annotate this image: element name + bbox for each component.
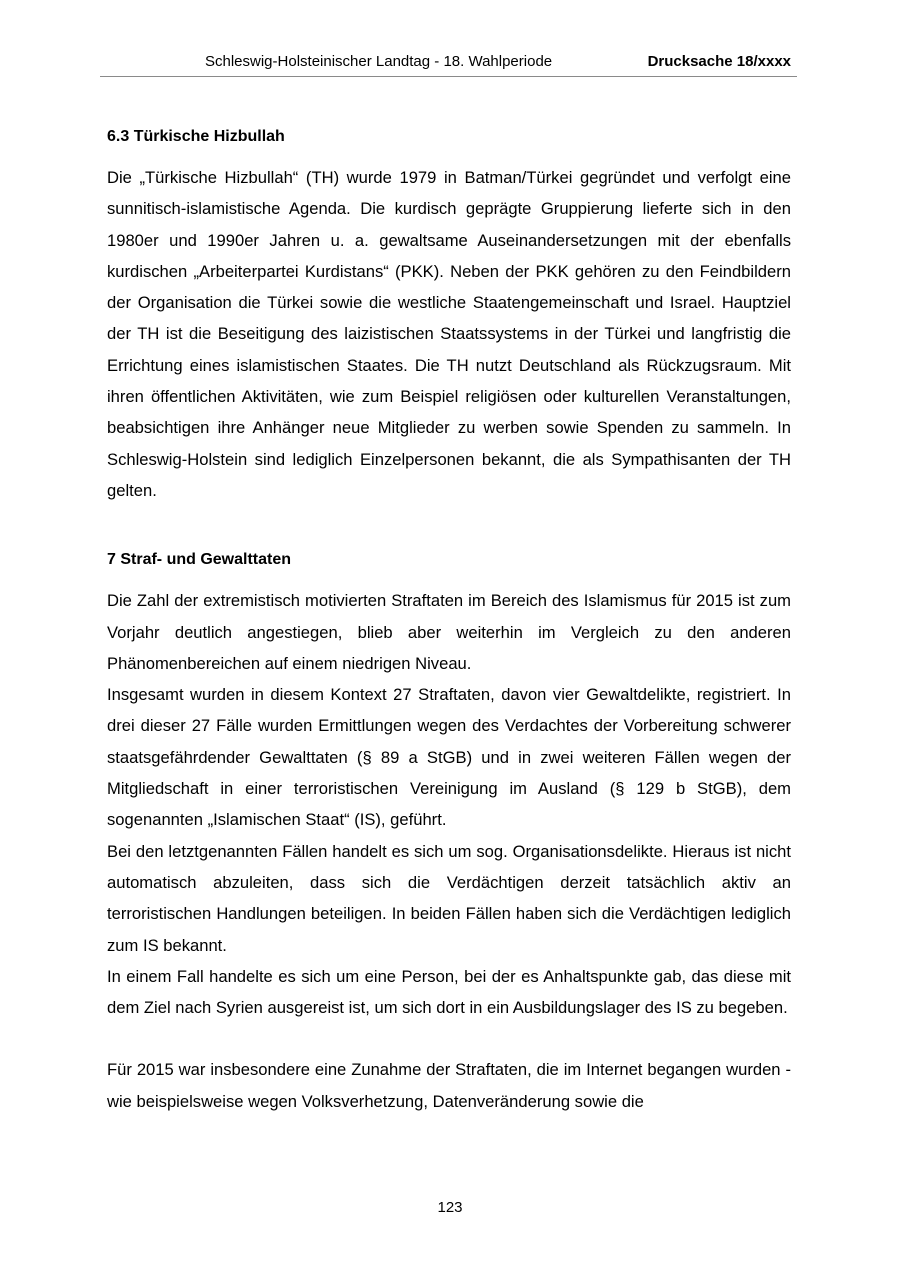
paragraph-turkish-hizbullah: Die „Türkische Hizbullah“ (TH) wurde 1979 in Batman/Türkei gegründet und verfolgt eine sunnitisch-islamistische Agenda. Die kurdisch geprägte Gruppierung lieferte sich in den 1980er und 1990er Jahren u. a. gewaltsame Auseinandersetzungen mit der ebenfalls kurdischen „Arbeiterpartei Kurdistans“ (PKK). Neben der PKK gehören zu den Feindbildern der Organisation die Türkei sowie die westliche Staatengemeinschaft und Israel. Hauptziel der TH ist die Beseitigung des laizistischen Staatssystems in der Türkei und langfristig die Errichtung eines islamistischen Staates. Die TH nutzt Deutschland als Rückzugsraum. Mit ihren öffentlichen Aktivitäten, wie zum Beispiel religiösen oder kulturellen Veranstaltungen, beabsichtigen ihre Anhänger neue Mitglieder zu werben sowie Spenden zu sammeln. In Schleswig-Holstein sind lediglich Einzelpersonen bekannt, die als Sympathisanten der TH gelten. [107,168,791,500]
paragraph-crimes-1: Die Zahl der extremistisch motivierten Straftaten im Bereich des Islamismus für 2015 ist zum Vorjahr deutlich angestiegen, blieb aber weiterhin im Vergleich zu den anderen Phänomenbereichen auf einem niedrigen Niveau. [107,591,791,673]
page-content [107,122,791,1117]
paragraph-crimes-2: Insgesamt wurden in diesem Kontext 27 Straftaten, davon vier Gewaltdelikte, registriert. In drei dieser 27 Fälle wurden Ermittlungen wegen des Verdachtes der Vorbereitung schwerer staatsgefährdender Gewalttaten (§ 89 a StGB) und in zwei weiteren Fällen wegen der Mitgliedschaft in einer terroristischen Vereinigung im Ausland (§ 129 b StGB), dem sogenannten „Islamischen Staat“ (IS), geführt. [107,685,791,830]
header-title: Schleswig-Holsteinischer Landtag - 18. Wahlperiode [205,53,553,70]
paragraph-crimes-3: Bei den letztgenannten Fällen handelt es sich um sog. Organisationsdelikte. Hieraus ist nicht automatisch abzuleiten, dass sich die Verdächtigen derzeit tatsächlich aktiv an terroristischen Handlungen beteiligen. In beiden Fällen haben sich die Verdächtigen lediglich zum IS bekannt. [107,841,791,955]
section-spacer [107,506,791,545]
page-number: 123 [437,1199,463,1216]
page-header [100,52,797,77]
section-heading-turkish-hizbullah: 6.3 Türkische Hizbullah [107,128,285,145]
section-heading-crimes: 7 Straf- und Gewalttaten [107,551,292,569]
paragraph-crimes-4: In einem Fall handelte es sich um eine Person, bei der es Anhaltspunkte gab, das diese mit dem Ziel nach Syrien ausgereist ist, um sich dort in ein Ausbildungslager des IS zu begeben. [107,966,791,1018]
document-number: Drucksache 18/xxxx [647,53,791,70]
paragraph-spacer [107,1023,791,1054]
paragraph-crimes-5: Für 2015 war insbesondere eine Zunahme der Straftaten, die im Internet begangen wurden - wie beispielsweise wegen Volksverhetzung, Datenveränderung sowie die [107,1060,791,1111]
